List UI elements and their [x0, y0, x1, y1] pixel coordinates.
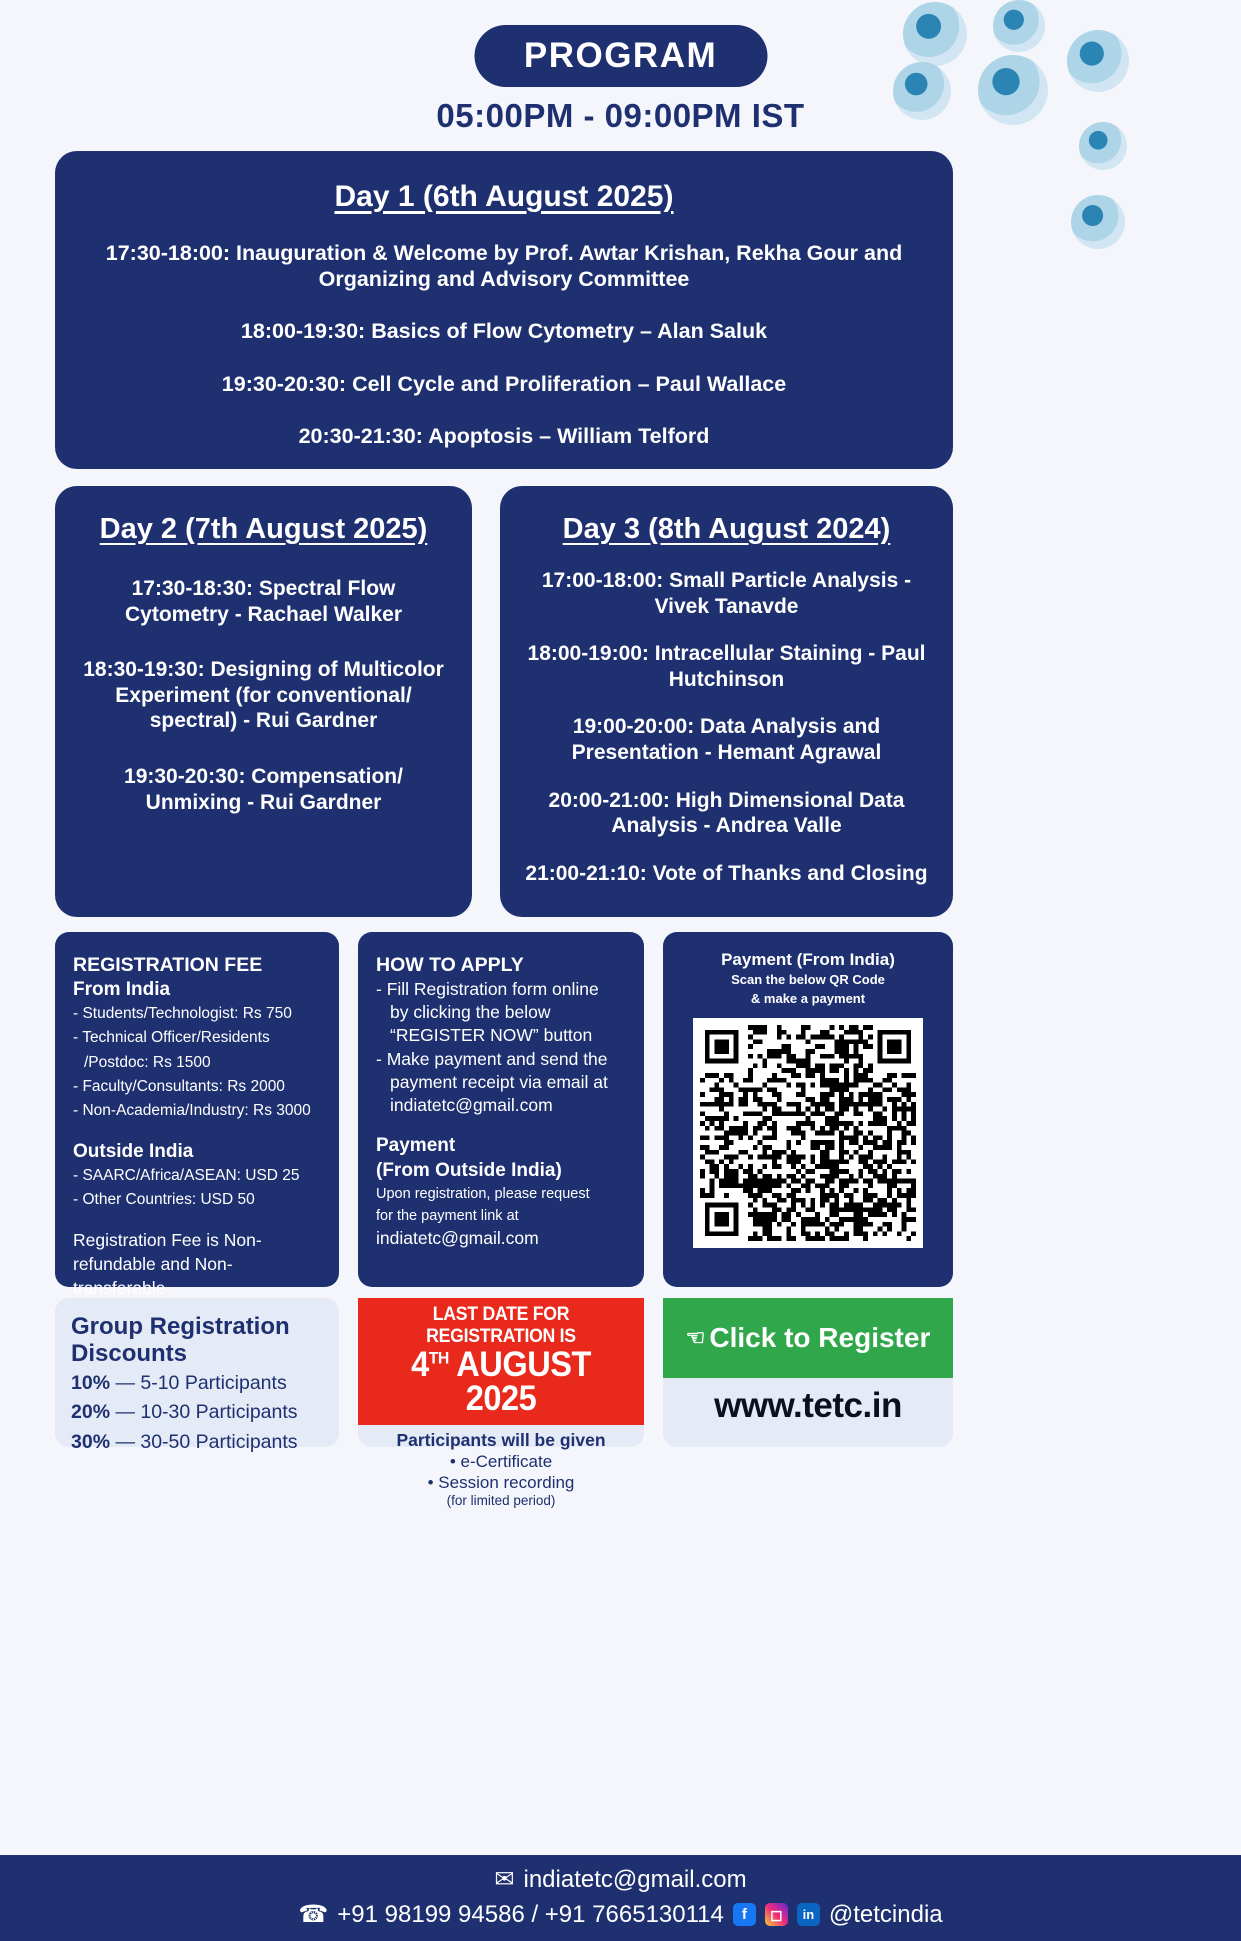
day-1-title: Day 1 (6th August 2025) [334, 180, 674, 213]
fee-item: - Students/Technologist: Rs 750 [73, 1005, 292, 1023]
last-date-banner [358, 1298, 644, 1425]
click-to-register-label: Click to Register [709, 1322, 931, 1353]
apply-step-2-line-1: - Make payment and send the [376, 1048, 608, 1069]
apply-step-1-line-1: - Fill Registration form online [376, 978, 599, 999]
click-to-register-button[interactable] [663, 1298, 953, 1378]
qr-subtitle-line-1: Scan the below QR Code [731, 972, 885, 987]
group-discounts-box [55, 1298, 339, 1454]
last-date-box [358, 1298, 644, 1509]
session-item: 17:30-18:30: Spectral Flow Cytometry - Rachael Walker [125, 577, 402, 626]
group-title-line-2: Discounts [71, 1339, 188, 1367]
fee-title: REGISTRATION FEE [73, 954, 263, 976]
qr-subtitle-line-2: & make a payment [750, 990, 866, 1006]
fee-outside-india-label: Outside India [73, 1140, 194, 1162]
session-item: 19:30-20:30: Cell Cycle and Proliferation – Paul Wallace [221, 371, 787, 396]
payment-outside-title: Payment [376, 1135, 456, 1157]
fee-item: /Postdoc: Rs 1500 [84, 1053, 211, 1071]
session-item: 19:00-20:00: Data Analysis and Presentation - Hemant Agrawal [571, 715, 882, 765]
phone-icon: ☎ [298, 1901, 329, 1928]
footer-bar [0, 1855, 1241, 1941]
footer-contact-row [0, 1900, 1241, 1929]
pointer-cursor-icon: ☜ [685, 1325, 706, 1350]
payment-qr-box [663, 932, 953, 1287]
benefit-item: • Session recording [427, 1472, 575, 1492]
program-title: PROGRAM [523, 36, 718, 75]
footer-handle[interactable]: @tetcindia [828, 1900, 943, 1928]
facebook-icon[interactable]: f [733, 1903, 756, 1926]
qr-code-image [693, 1018, 923, 1248]
session-item: 17:30-18:00: Inauguration & Welcome by Prof. Awtar Krishan, Rekha Gour and Organizing and Advisory Committee [105, 241, 903, 292]
group-participants: — 30-50 Participants [115, 1431, 298, 1454]
session-item: 21:00-21:10: Vote of Thanks and Closing [525, 861, 928, 885]
group-participants: — 5-10 Participants [115, 1371, 287, 1394]
session-item: 17:00-18:00: Small Particle Analysis - Vivek Tanavde [541, 569, 912, 618]
session-item: 18:00-19:00: Intracellular Staining - Paul Hutchinson [527, 642, 926, 691]
session-item: 20:00-21:00: High Dimensional Data Analysis - Andrea Valle [548, 788, 905, 838]
group-row [71, 1370, 323, 1398]
footer-phones: +91 98199 94586 / +91 7665130114 [337, 1900, 724, 1928]
program-time: 05:00PM - 09:00PM IST [436, 97, 805, 134]
day-3-title: Day 3 (8th August 2024) [562, 513, 891, 545]
fee-item: - Other Countries: USD 50 [73, 1191, 255, 1209]
fee-item: - Technical Officer/Residents [73, 1029, 270, 1047]
group-row [71, 1399, 323, 1427]
how-to-apply-box [358, 932, 644, 1287]
fee-item: - SAARC/Africa/ASEAN: USD 25 [73, 1167, 300, 1185]
group-row [71, 1429, 323, 1457]
session-item: 18:00-19:30: Basics of Flow Cytometry – Alan Saluk [240, 319, 768, 344]
group-percent: 30% [71, 1431, 111, 1454]
day-2-panel [55, 486, 472, 917]
apply-step-2 [376, 1048, 626, 1118]
fee-item: - Faculty/Consultants: Rs 2000 [73, 1077, 285, 1095]
apply-step-1-line-3: “REGISTER NOW” button [390, 1025, 593, 1046]
apply-email: indiatetc@gmail.com [390, 1095, 553, 1116]
benefit-item: • e-Certificate [449, 1451, 553, 1471]
linkedin-icon[interactable]: in [797, 1903, 820, 1926]
apply-step-2-line-2: payment receipt via email at [390, 1071, 608, 1092]
session-item: 18:30-19:30: Designing of Multicolor Experiment (for conventional/ spectral) - Rui Gardner [83, 658, 444, 733]
participants-benefits [358, 1425, 644, 1509]
last-date-month-year: AUGUST 2025 [456, 1345, 591, 1419]
session-item: 20:30-21:30: Apoptosis – William Telford [298, 423, 710, 448]
envelope-icon: ✉ [494, 1866, 515, 1893]
apply-step-1 [376, 978, 626, 1048]
payment-outside-line-2: for the payment link at [376, 1207, 519, 1224]
footer-email-row [0, 1865, 1241, 1894]
last-date-day: 4 [411, 1345, 429, 1384]
payment-outside-line-1: Upon registration, please request [376, 1185, 590, 1202]
day-3-sessions [500, 568, 953, 886]
website-url[interactable]: www.tetc.in [714, 1386, 902, 1425]
day-3-panel [500, 486, 953, 917]
group-percent: 10% [71, 1371, 111, 1394]
last-date-value [375, 1345, 626, 1419]
day-1-sessions [55, 240, 953, 449]
day-2-sessions [55, 576, 472, 815]
payment-outside-email: indiatetc@gmail.com [376, 1228, 539, 1249]
session-item: 19:30-20:30: Compensation/ Unmixing - Rui Gardner [124, 765, 403, 814]
group-title-line-1: Group Registration [71, 1313, 290, 1340]
fee-from-india-label: From India [73, 978, 171, 1000]
group-participants: — 10-30 Participants [115, 1401, 298, 1424]
payment-outside-subtitle: (From Outside India) [376, 1160, 562, 1182]
register-cta-box [663, 1298, 953, 1447]
qr-title: Payment (From India) [721, 950, 895, 969]
fee-note: Registration Fee is Non-refundable and Non-transferable [73, 1230, 262, 1298]
footer-email[interactable]: indiatetc@gmail.com [523, 1865, 747, 1893]
apply-title: HOW TO APPLY [376, 954, 524, 976]
registration-fee-box [55, 932, 339, 1298]
benefit-note: (for limited period) [446, 1493, 556, 1509]
apply-step-1-line-2: by clicking the below [390, 1002, 551, 1023]
day-2-title: Day 2 (7th August 2025) [99, 513, 428, 545]
day-1-panel [55, 151, 953, 469]
last-date-headline: LAST DATE FOR REGISTRATION IS [426, 1304, 576, 1347]
instagram-icon[interactable]: ◻ [765, 1903, 788, 1926]
benefits-title: Participants will be given [396, 1429, 606, 1450]
fee-item: - Non-Academia/Industry: Rs 3000 [73, 1101, 311, 1119]
program-title-pill [474, 25, 767, 87]
last-date-ordinal: TH [428, 1348, 449, 1368]
group-percent: 20% [71, 1401, 111, 1424]
